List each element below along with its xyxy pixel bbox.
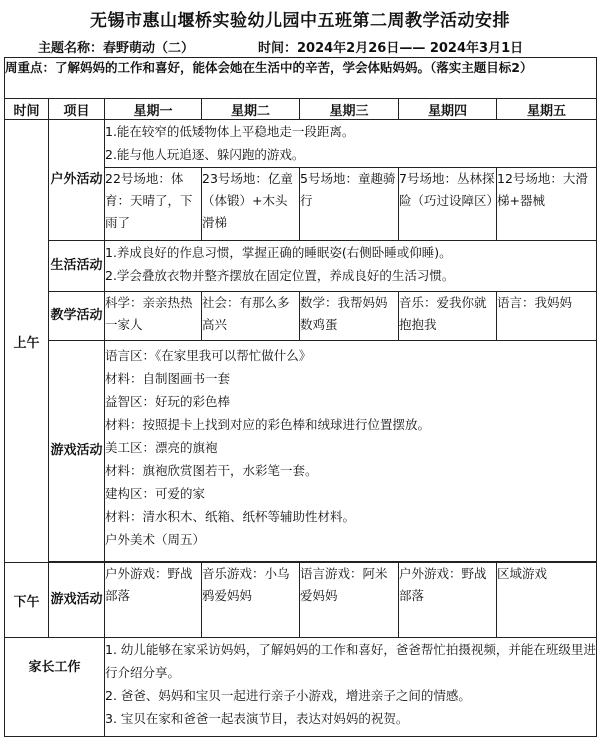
teaching-thursday: 音乐：爱我你就抱抱我 (399, 292, 497, 341)
game-line-4: 材料：按照提卡上找到对应的彩色棒和绒球进行位置摆放。 (105, 417, 431, 432)
header-row (5, 99, 597, 120)
outdoor-goal-2: 2.能与他人玩追逐、躲闪跑的游戏。 (105, 147, 305, 162)
outdoor-goal-1: 1.能在较窄的低矮物体上平稳地走一段距离。 (105, 124, 355, 139)
header-item: 项目 (49, 99, 105, 120)
teaching-friday: 语言：我妈妈 (497, 292, 597, 341)
teaching-monday: 科学：亲亲热热一家人 (105, 292, 202, 341)
game-line-5: 美工区：漂亮的旗袍 (105, 440, 218, 455)
afternoon-monday: 户外游戏：野战部落 (105, 563, 202, 638)
game-line-9: 户外美术（周五） (105, 532, 206, 547)
section-afternoon: 下午 (5, 563, 49, 638)
game-line-8: 材料：清水积木、纸箱、纸杯等辅助性材料。 (105, 509, 356, 524)
game-line-1: 语言区：《在家里我可以帮忙做什么》 (105, 348, 312, 363)
teaching-tuesday: 社会：有那么多高兴 (202, 292, 300, 341)
outdoor-thursday: 7号场地：丛林探险（巧过设障区） (399, 168, 497, 241)
item-teaching: 教学活动 (49, 292, 105, 341)
theme-name: 主题名称：春野萌动（二） (38, 41, 195, 56)
header-friday: 星期五 (497, 99, 597, 120)
afternoon-wednesday: 语言游戏：阿米爱妈妈 (300, 563, 399, 638)
game-line-6: 材料：旗袍欣赏图若干，水彩笔一套。 (105, 463, 318, 478)
header-thursday: 星期四 (399, 99, 497, 120)
outdoor-monday: 22号场地：体育：天晴了，下雨了 (105, 168, 202, 241)
afternoon-tuesday: 音乐游戏：小乌鸦爱妈妈 (202, 563, 300, 638)
item-game: 游戏活动 (49, 341, 105, 562)
afternoon-friday: 区域游戏 (497, 563, 597, 638)
family-line-3: 3. 宝贝在家和爸爸一起表演节目，表达对妈妈的祝贺。 (105, 711, 409, 726)
item-afternoon-game: 游戏活动 (49, 563, 105, 638)
header-monday: 星期一 (105, 99, 202, 120)
family-line-1: 1. 幼儿能够在家采访妈妈，了解妈妈的工作和喜好，爸爸帮忙拍摄视频，并能在班级里进行介绍分享。 (105, 642, 596, 680)
game-line-3: 益智区：好玩的彩色棒 (105, 394, 231, 409)
family-work (105, 638, 597, 737)
item-outdoor: 户外活动 (49, 120, 105, 241)
game-line-2: 材料：自制图画书一套 (105, 371, 231, 386)
life-goal-2: 2.学会叠放衣物并整齐摆放在固定位置，养成良好的生活习惯。 (105, 268, 455, 283)
afternoon-thursday: 户外游戏：野战部落 (399, 563, 497, 638)
schedule-table (4, 57, 597, 737)
section-morning: 上午 (5, 120, 49, 563)
life-goals (105, 241, 597, 292)
life-goal-1: 1.养成良好的作息习惯，掌握正确的睡眠姿(右侧卧睡或仰睡)。 (105, 245, 452, 260)
outdoor-friday: 12号场地：大滑梯+器械 (497, 168, 597, 241)
family-line-2: 2. 爸爸、妈妈和宝贝一起进行亲子小游戏，增进亲子之间的情感。 (105, 688, 471, 703)
time-range: 时间：2024年2月26日—— 2024年3月1日 (258, 41, 524, 56)
section-family: 家长工作 (5, 638, 105, 737)
game-line-7: 建构区：可爱的家 (105, 486, 206, 501)
game-areas (105, 341, 597, 562)
header-time: 时间 (5, 99, 49, 120)
header-wednesday: 星期三 (300, 99, 399, 120)
outdoor-goals (105, 120, 597, 168)
outdoor-wednesday: 5号场地：童趣骑行 (300, 168, 399, 241)
weekly-focus: 周重点：了解妈妈的工作和喜好，能体会她在生活中的辛苦，学会体贴妈妈。（落实主题目标2） (5, 58, 597, 99)
outdoor-tuesday: 23号场地：亿童（体锻）+木头滑梯 (202, 168, 300, 241)
page-title: 无锡市惠山堰桥实验幼儿园中五班第二周教学活动安排 (90, 11, 510, 31)
header-tuesday: 星期二 (202, 99, 300, 120)
item-life: 生活活动 (49, 241, 105, 292)
teaching-wednesday: 数学：我帮妈妈数鸡蛋 (300, 292, 399, 341)
